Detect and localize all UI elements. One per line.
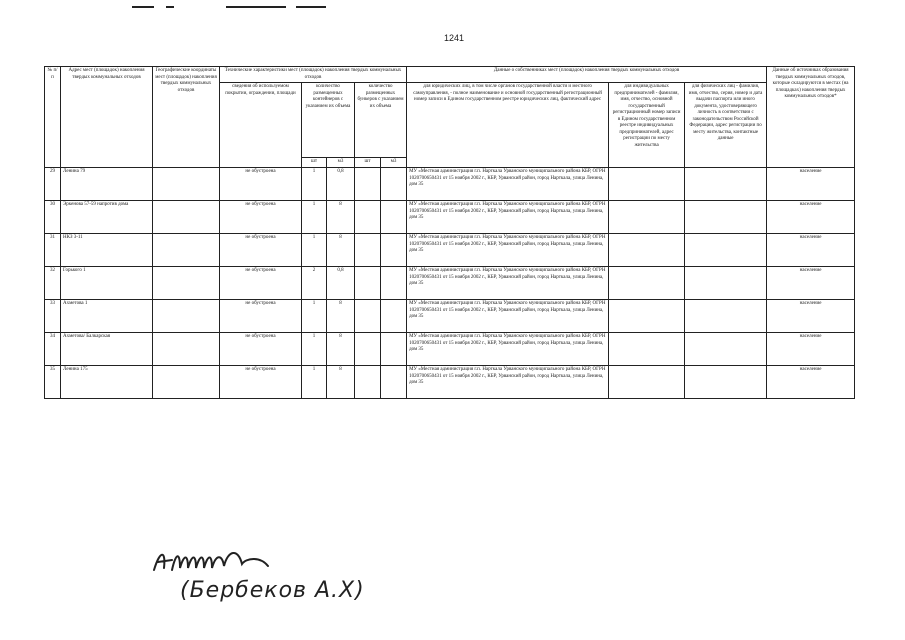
row-cover: не обустроена xyxy=(220,267,302,300)
header-sources: Данные об источниках образования твердых коммунальных отходов, которые складируются в местах (на площадках) накопления твердых коммунальных отходов* xyxy=(767,67,855,168)
row-owner-legal: МУ «Местная администрация г.п. Нарткала Урванского муниципального района КБР, ОГРН 1020700650431 от 15 ноября 2002 г., КБР, Урванский район, город Нарткала, улица Ленина, дом 35 xyxy=(407,366,609,399)
row-owner-legal: МУ «Местная администрация г.п. Нарткала Урванского муниципального района КБР, ОГРН 1020700650431 от 15 ноября 2002 г., КБР, Урванский район, город Нарткала, улица Ленина, дом 35 xyxy=(407,234,609,267)
row-source: население xyxy=(767,333,855,366)
row-geo xyxy=(153,201,220,234)
row-owner-person xyxy=(685,366,767,399)
row-num: 34 xyxy=(45,333,61,366)
row-source: население xyxy=(767,201,855,234)
header-owner-person: для физических лиц - фамилия, имя, отчество, серия, номер и дата выдачи паспорта или иного документа, удостоверяющего личность в соответствии с законодательством Российской Федерации, адрес регистрации по месту жительства, контактные данные xyxy=(685,83,767,168)
row-owner-ip xyxy=(609,201,685,234)
row-num: 30 xyxy=(45,201,61,234)
header-bunkers: количество размещенных бункеров с указанием их объема xyxy=(355,83,407,158)
row-container-vol: 8 xyxy=(327,333,355,366)
row-container-vol: 0,8 xyxy=(327,267,355,300)
row-owner-person xyxy=(685,333,767,366)
row-container-qty: 1 xyxy=(302,366,327,399)
row-container-qty: 2 xyxy=(302,267,327,300)
table-row xyxy=(45,333,855,366)
row-num: 33 xyxy=(45,300,61,333)
scan-mark xyxy=(132,6,154,8)
row-geo xyxy=(153,267,220,300)
row-container-qty: 1 xyxy=(302,168,327,201)
header-owner-ip: для индивидуальных предпринимателей - фамилия, имя, отчество, основной государственный регистрационный номер записи в Едином государственном реестре индивидуальных предпринимателей, адрес регистрации по месту жительства xyxy=(609,83,685,168)
row-container-vol: 0,8 xyxy=(327,168,355,201)
waste-sites-register-table xyxy=(44,66,855,399)
header-tech: Технические характеристики мест (площадок) накопления твердых коммунальных отходов xyxy=(220,67,407,83)
row-owner-legal: МУ «Местная администрация г.п. Нарткала Урванского муниципального района КБР, ОГРН 1020700650431 от 15 ноября 2002 г., КБР, Урванский район, город Нарткала, улица Ленина, дом 35 xyxy=(407,300,609,333)
header-owner: Данные о собственниках мест (площадок) накопления твердых коммунальных отходов xyxy=(407,67,767,83)
row-cover: не обустроена xyxy=(220,366,302,399)
row-bunker-qty xyxy=(355,234,381,267)
unit-m3: м3 xyxy=(327,158,355,168)
row-bunker-qty xyxy=(355,201,381,234)
row-geo xyxy=(153,234,220,267)
row-container-vol: 8 xyxy=(327,300,355,333)
row-cover: не обустроена xyxy=(220,333,302,366)
row-owner-ip xyxy=(609,168,685,201)
row-cover: не обустроена xyxy=(220,234,302,267)
row-address: Ахметова/ Балкарская xyxy=(61,333,153,366)
row-owner-ip xyxy=(609,267,685,300)
row-address: Эркенова 57-59 напротив дома xyxy=(61,201,153,234)
row-cover: не обустроена xyxy=(220,201,302,234)
row-geo xyxy=(153,333,220,366)
row-cover: не обустроена xyxy=(220,300,302,333)
header-containers: количество размещенных контейнеров с указанием их объема xyxy=(302,83,355,158)
row-owner-legal: МУ «Местная администрация г.п. Нарткала Урванского муниципального района КБР, ОГРН 1020700650431 от 15 ноября 2002 г., КБР, Урванский район, город Нарткала, улица Ленина, дом 35 xyxy=(407,333,609,366)
scan-mark xyxy=(226,6,286,8)
row-source: население xyxy=(767,300,855,333)
table-row xyxy=(45,168,855,201)
table-row xyxy=(45,300,855,333)
row-address: НКЗ 3-11 xyxy=(61,234,153,267)
row-bunker-vol xyxy=(381,234,407,267)
header-geo: Географические координаты мест (площадок) накопления твердых коммунальных отходов xyxy=(153,67,220,168)
row-cover: не обустроена xyxy=(220,168,302,201)
row-num: 32 xyxy=(45,267,61,300)
page-number: 1241 xyxy=(444,33,465,43)
header-owner-legal: для юридических лиц, в том числе органов государственной власти и местного самоуправления, - полное наименование и основной государственный регистрационный номер записи в Едином государственном реестре юридических лиц, фактический адрес xyxy=(407,83,609,168)
row-owner-legal: МУ «Местная администрация г.п. Нарткала Урванского муниципального района КБР, ОГРН 1020700650431 от 15 ноября 2002 г., КБР, Урванский район, город Нарткала, улица Ленина, дом 35 xyxy=(407,168,609,201)
row-bunker-qty xyxy=(355,333,381,366)
row-owner-person xyxy=(685,234,767,267)
row-bunker-vol xyxy=(381,366,407,399)
row-geo xyxy=(153,168,220,201)
row-source: население xyxy=(767,366,855,399)
row-bunker-vol xyxy=(381,333,407,366)
table-row xyxy=(45,234,855,267)
header-cover: сведения об используемом покрытии, ограждении, площади xyxy=(220,83,302,168)
signature-name: (Бербеков А.Х) xyxy=(180,578,365,603)
header-num: № п/п xyxy=(45,67,61,168)
scan-mark xyxy=(166,6,174,8)
row-bunker-vol xyxy=(381,300,407,333)
row-owner-ip xyxy=(609,366,685,399)
row-num: 29 xyxy=(45,168,61,201)
row-container-qty: 1 xyxy=(302,234,327,267)
row-geo xyxy=(153,366,220,399)
row-owner-person xyxy=(685,300,767,333)
row-container-qty: 1 xyxy=(302,300,327,333)
row-container-qty: 1 xyxy=(302,333,327,366)
row-bunker-qty xyxy=(355,300,381,333)
row-bunker-vol xyxy=(381,201,407,234)
row-bunker-vol xyxy=(381,267,407,300)
row-address: Ленина 79 xyxy=(61,168,153,201)
row-owner-person xyxy=(685,168,767,201)
row-container-vol: 8 xyxy=(327,234,355,267)
row-source: население xyxy=(767,234,855,267)
row-address: Ахметова 1 xyxy=(61,300,153,333)
table-row xyxy=(45,366,855,399)
unit-pcs: шт xyxy=(302,158,327,168)
row-bunker-qty xyxy=(355,267,381,300)
row-owner-ip xyxy=(609,333,685,366)
row-bunker-vol xyxy=(381,168,407,201)
unit-pcs: шт xyxy=(355,158,381,168)
row-owner-legal: МУ «Местная администрация г.п. Нарткала Урванского муниципального района КБР, ОГРН 1020700650431 от 15 ноября 2002 г., КБР, Урванский район, город Нарткала, улица Ленина, дом 35 xyxy=(407,267,609,300)
scan-mark xyxy=(296,6,326,8)
table-row xyxy=(45,267,855,300)
row-owner-person xyxy=(685,201,767,234)
row-source: население xyxy=(767,267,855,300)
row-bunker-qty xyxy=(355,366,381,399)
row-container-vol: 8 xyxy=(327,201,355,234)
row-owner-ip xyxy=(609,300,685,333)
row-geo xyxy=(153,300,220,333)
row-address: Горького 1 xyxy=(61,267,153,300)
row-owner-person xyxy=(685,267,767,300)
row-owner-ip xyxy=(609,234,685,267)
row-container-vol: 8 xyxy=(327,366,355,399)
handwritten-signature xyxy=(150,540,290,580)
header-address: Адрес мест (площадок) накопления твердых коммунальных отходов xyxy=(61,67,153,168)
row-bunker-qty xyxy=(355,168,381,201)
unit-m3: м3 xyxy=(381,158,407,168)
row-address: Ленина 175 xyxy=(61,366,153,399)
row-container-qty: 1 xyxy=(302,201,327,234)
row-owner-legal: МУ «Местная администрация г.п. Нарткала Урванского муниципального района КБР, ОГРН 1020700650431 от 15 ноября 2002 г., КБР, Урванский район, город Нарткала, улица Ленина, дом 35 xyxy=(407,201,609,234)
row-num: 31 xyxy=(45,234,61,267)
row-source: население xyxy=(767,168,855,201)
table-row xyxy=(45,201,855,234)
row-num: 35 xyxy=(45,366,61,399)
